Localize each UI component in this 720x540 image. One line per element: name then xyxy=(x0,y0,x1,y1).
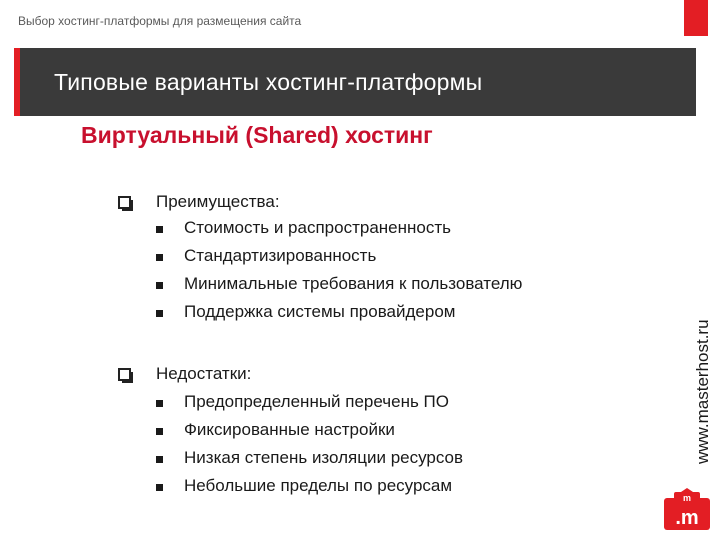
checkbox-bullet-icon xyxy=(118,368,131,381)
page-title: Типовые варианты хостинг-платформы xyxy=(54,68,483,95)
square-bullet-icon xyxy=(156,456,163,463)
square-bullet-icon xyxy=(156,282,163,289)
square-bullet-icon xyxy=(156,428,163,435)
square-bullet-icon xyxy=(156,310,163,317)
vertical-url: www.masterhost.ru xyxy=(693,319,712,464)
advantages-label: Преимущества: xyxy=(156,192,280,211)
top-caption: Выбор хостинг-платформы для размещения сайта xyxy=(18,14,302,28)
square-bullet-icon xyxy=(156,400,163,407)
checkbox-bullet-icon xyxy=(118,196,131,209)
red-corner-accent xyxy=(684,0,708,36)
slide-subtitle: Виртуальный (Shared) хостинг xyxy=(81,122,433,148)
square-bullet-icon xyxy=(156,254,163,261)
masterhost-logo-icon xyxy=(664,488,710,530)
square-bullet-icon xyxy=(156,484,163,491)
title-bar xyxy=(14,48,696,116)
square-bullet-icon xyxy=(156,226,163,233)
svg-text:m: m xyxy=(682,493,692,503)
disadvantages-label: Недостатки: xyxy=(156,364,252,383)
svg-text:.m: .m xyxy=(675,507,699,529)
title-bar-accent xyxy=(14,48,20,116)
